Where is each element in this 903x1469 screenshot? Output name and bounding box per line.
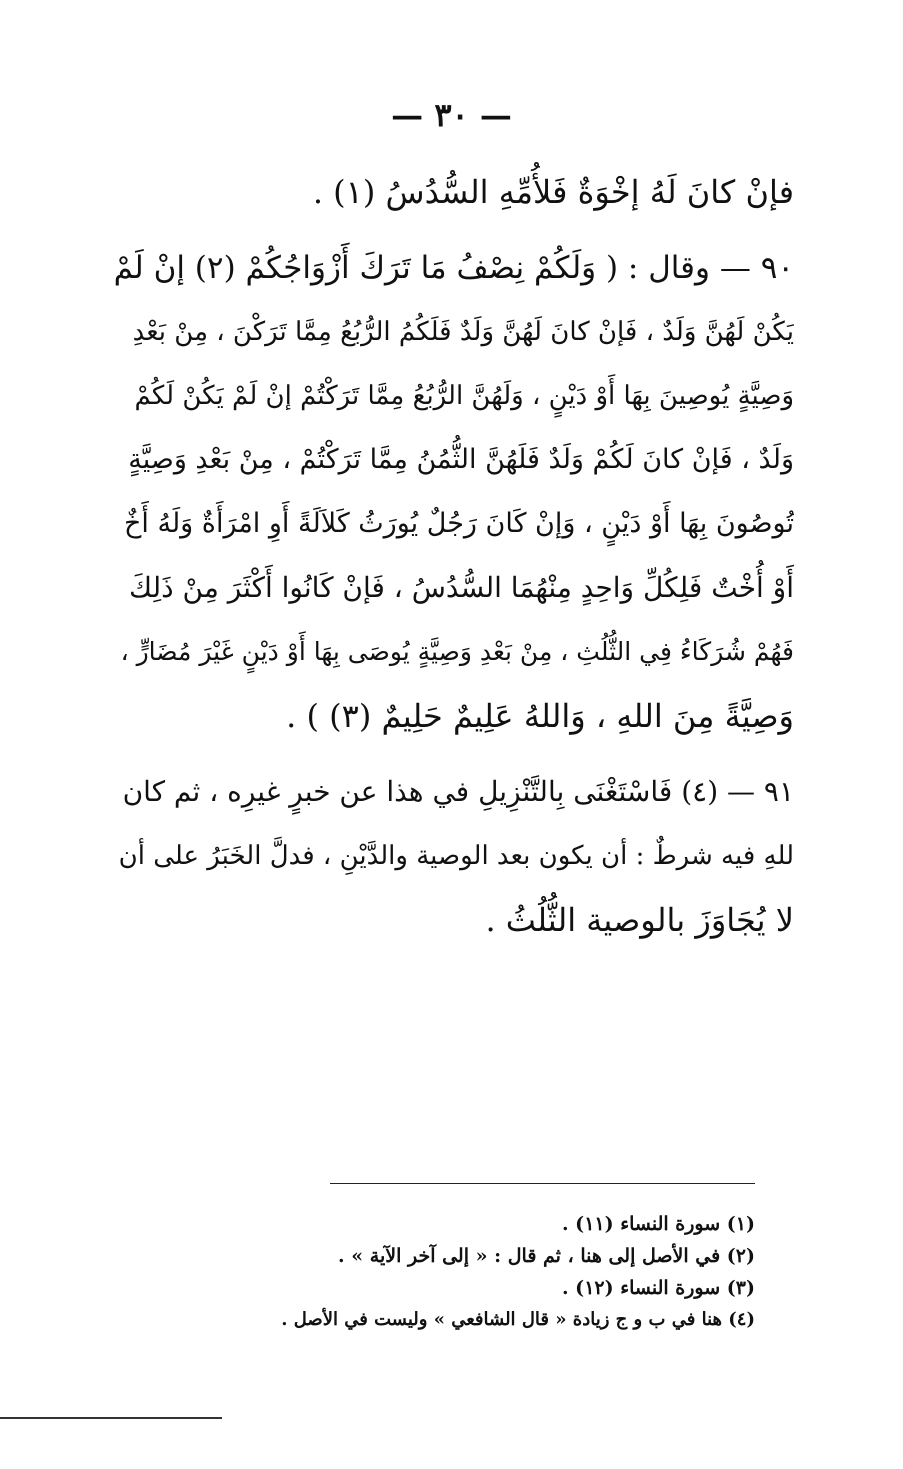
paragraph-gap bbox=[112, 748, 794, 760]
text-line: ٩١ — (٤) فَاسْتَغْنَى بِالتَّنْزِيلِ في هذا عن خبرٍ غيرِه ، ثم كان bbox=[122, 775, 794, 808]
text-line: تُوصُونَ بِهَا أَوْ دَيْنٍ ، وَإنْ كَانَ رَجُلٌ يُورَثُ كَلاَلَةً أَوِ امْرَأَةٌ وَلَهُ أَخٌ bbox=[123, 508, 794, 539]
text-line: وَلَدٌ ، فَإنْ كانَ لَكُمْ وَلَدٌ فَلَهُنَّ الثُّمُنُ مِمَّا تَرَكْتُمْ ، مِنْ بَعْدِ وَصِيَّةٍ bbox=[128, 444, 794, 475]
text-line: أَوْ أُخْتٌ فَلِكُلِّ وَاحِدٍ مِنْهُمَا السُّدُسُ ، فَإنْ كَانُوا أَكْثَرَ مِنْ ذَلِكَ bbox=[129, 571, 794, 604]
text-line: لا يُجَاوَزَ بالوصية الثُّلُثُ . bbox=[485, 901, 794, 939]
scan-edge-line bbox=[0, 1417, 222, 1419]
page-number: — ٣٠ — bbox=[391, 96, 512, 134]
text-line: ٩٠ — وقال : ( وَلَكُمْ نِصْفُ مَا تَرَكَ أَزْوَاجُكُمْ (٢) إنْ لَمْ bbox=[113, 250, 794, 286]
footnote-4: (٤) هنا في ب و ج زيادة « قال الشافعي » وليست في الأصل . bbox=[281, 1309, 755, 1330]
footnote-3: (٣) سورة النساء (١٢) . bbox=[561, 1277, 755, 1299]
text-line: للهِ فيه شرطٌ : أن يكون بعد الوصية والدَّيْنِ ، فدلَّ الخَبَرُ على أن bbox=[118, 841, 794, 871]
footnote-1: (١) سورة النساء (١١) . bbox=[561, 1213, 755, 1235]
paragraph-gap bbox=[112, 224, 794, 236]
text-line: وَصِيَّةً مِنَ اللهِ ، وَاللهُ عَلِيمٌ حَلِيمٌ (٣) ) . bbox=[286, 697, 794, 735]
footnote-divider bbox=[330, 1183, 755, 1184]
text-line: وَصِيَّةٍ يُوصِينَ بِهَا أَوْ دَيْنٍ ، وَلَهُنَّ الرُّبُعُ مِمَّا تَرَكْتُمْ إنْ لَمْ يَكُنْ لَكُمْ bbox=[134, 381, 794, 411]
text-line: فإنْ كانَ لَهُ إخْوَةٌ فَلأُمِّهِ السُّدُسُ (١) . bbox=[312, 173, 794, 211]
text-line: فَهُمْ شُرَكَاءُ فِي الثُّلُثِ ، مِنْ بَعْدِ وَصِيَّةٍ يُوصَى بِهَا أَوْ دَيْنٍ غَيْرَ مُضَارٍّ ، bbox=[120, 637, 794, 666]
text-line: يَكُنْ لَهُنَّ وَلَدٌ ، فَإنْ كانَ لَهُنَّ وَلَدٌ فَلَكُمُ الرُّبُعُ مِمَّا تَرَكْنَ ، مِنْ بَعْدِ bbox=[132, 317, 794, 347]
main-text bbox=[112, 160, 794, 952]
footnote-2: (٢) في الأصل إلى هنا ، ثم قال : « إلى آخر الآية » . bbox=[338, 1245, 755, 1267]
footnotes bbox=[260, 1208, 755, 1336]
